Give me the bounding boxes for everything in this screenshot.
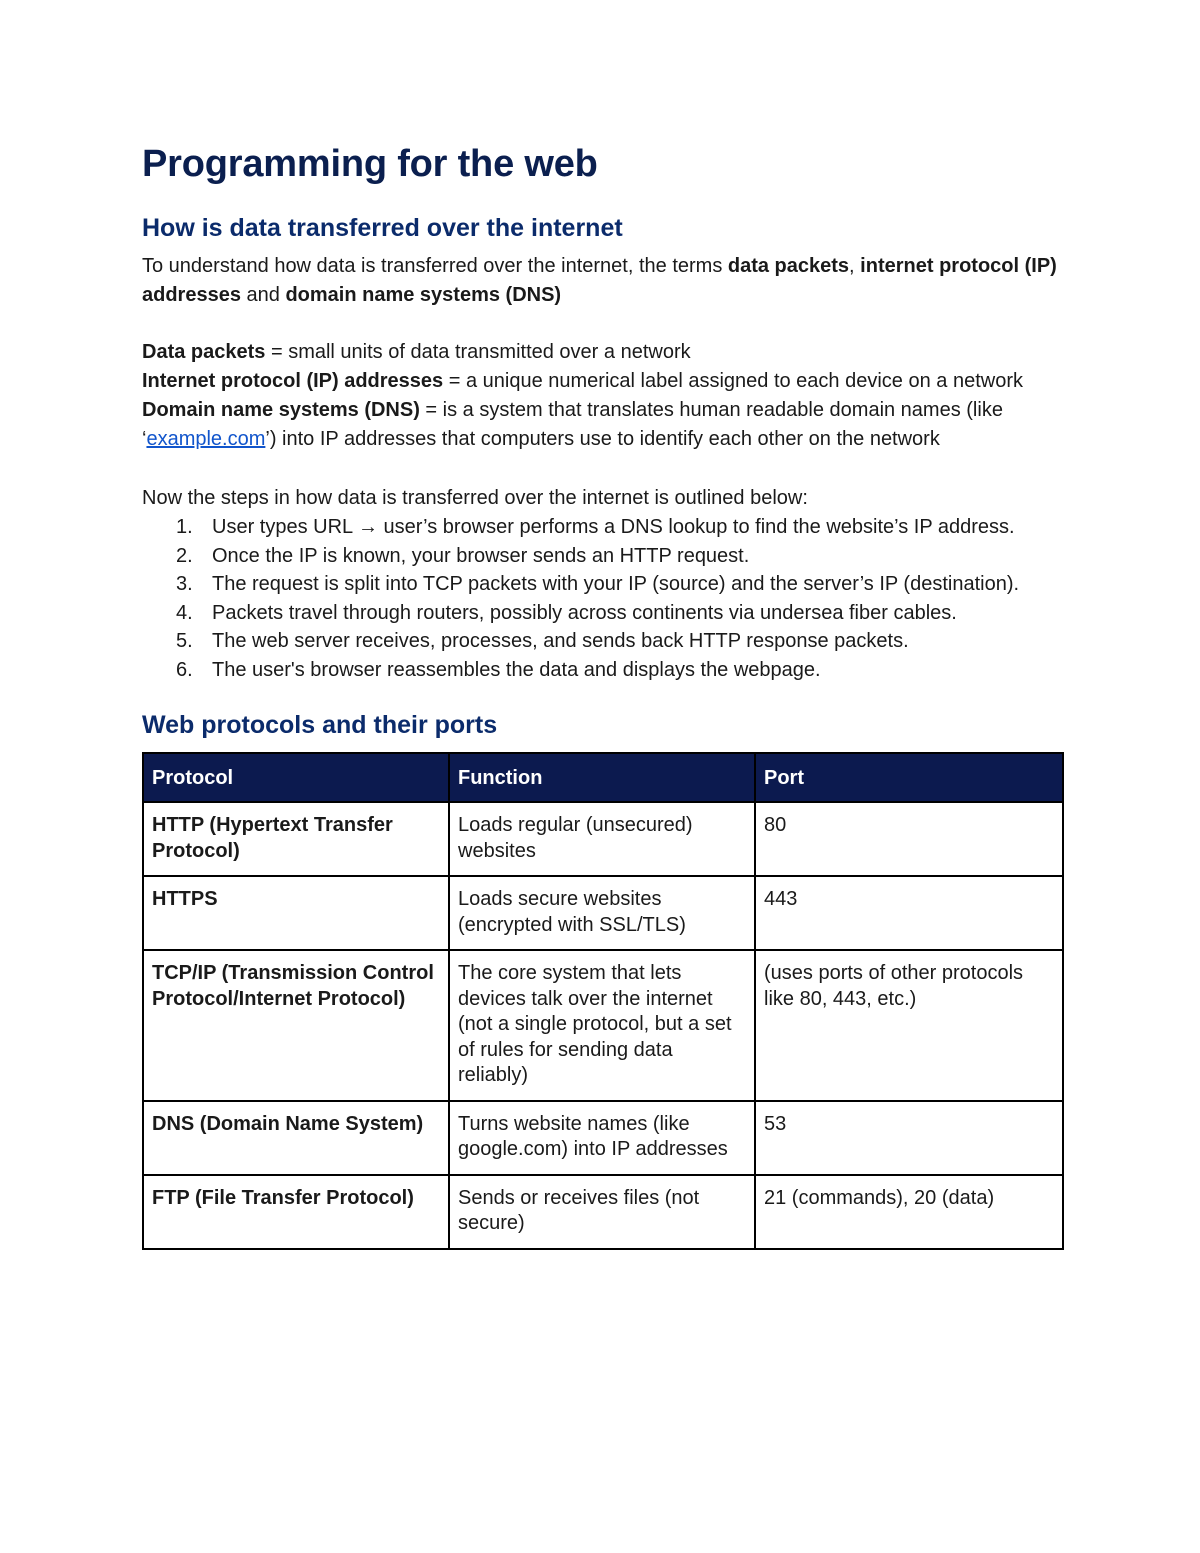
cell-protocol: HTTP (Hypertext Transfer Protocol) <box>143 802 449 876</box>
list-item <box>142 570 1062 599</box>
list-text: Once the IP is known, your browser sends an HTTP request. <box>212 544 750 567</box>
list-number: 1. <box>176 516 193 538</box>
steps-intro: Now the steps in how data is transferred over the internet is outlined below: <box>142 487 808 509</box>
intro-paragraph <box>142 252 1062 310</box>
document-page <box>142 140 1062 1250</box>
section-heading-data-transfer: How is data transferred over the internet <box>142 214 623 242</box>
column-header-port: Port <box>755 753 1063 803</box>
cell-protocol: DNS (Domain Name System) <box>143 1101 449 1175</box>
cell-port: 80 <box>755 802 1063 876</box>
protocols-table <box>142 752 1064 1250</box>
list-text: The user's browser reassembles the data and displays the webpage. <box>212 658 821 681</box>
list-item <box>142 513 1062 542</box>
example-com-link[interactable]: example.com <box>146 428 266 450</box>
cell-function: The core system that lets devices talk over the internet (not a single protocol, but a set of rules for sending data reliably) <box>449 950 755 1101</box>
term-dns: domain name systems (DNS) <box>285 284 562 306</box>
column-header-protocol: Protocol <box>143 753 449 803</box>
section-heading-protocols: Web protocols and their ports <box>142 710 498 739</box>
definition-data-packets <box>142 338 1062 367</box>
list-number: 5. <box>176 630 193 653</box>
definition-text-after: ’) into IP addresses that computers use to identify each other on the network <box>265 428 940 450</box>
table-row <box>143 802 1063 876</box>
table-row <box>143 876 1063 950</box>
intro-prefix: To understand how data is transferred over the internet, the terms <box>142 255 728 277</box>
table-row <box>143 950 1063 1101</box>
list-number: 2. <box>176 544 193 567</box>
list-text: User types URL → user’s browser performs a DNS lookup to find the website’s IP address. <box>212 516 1015 538</box>
steps-list <box>142 513 1062 685</box>
list-text: The web server receives, processes, and sends back HTTP response packets. <box>212 630 909 653</box>
cell-function: Loads regular (unsecured) websites <box>449 802 755 876</box>
list-number: 6. <box>176 658 193 681</box>
list-number: 4. <box>176 601 193 624</box>
intro-sep2: and <box>240 284 286 306</box>
list-item <box>142 656 1062 685</box>
definition-term: Domain name systems (DNS) <box>142 399 420 421</box>
definition-term: Data packets <box>142 341 266 363</box>
cell-protocol: FTP (File Transfer Protocol) <box>143 1175 449 1249</box>
intro-sep1: , <box>849 255 861 277</box>
cell-port: 53 <box>755 1101 1063 1175</box>
list-item <box>142 627 1062 656</box>
list-item <box>142 599 1062 628</box>
page-title: Programming for the web <box>142 143 598 185</box>
term-ip-addresses: internet protocol (IP) addresses <box>142 255 1057 306</box>
term-data-packets: data packets <box>727 255 850 277</box>
definition-term: Internet protocol (IP) addresses <box>142 370 444 392</box>
cell-function: Sends or receives files (not secure) <box>449 1175 755 1249</box>
table-header-row <box>143 753 1063 803</box>
list-text: Packets travel through routers, possibly across continents via undersea fiber cables. <box>212 601 957 624</box>
definition-dns <box>142 396 1062 454</box>
definitions-block <box>142 338 1062 454</box>
cell-function: Turns website names (like google.com) into IP addresses <box>449 1101 755 1175</box>
list-item <box>142 542 1062 571</box>
cell-protocol: TCP/IP (Transmission Control Protocol/Internet Protocol) <box>143 950 449 1101</box>
definition-text-before: = is a system that translates human readable domain names (like ‘ <box>142 399 1003 450</box>
table-row <box>143 1101 1063 1175</box>
definition-text: = small units of data transmitted over a network <box>265 341 691 363</box>
cell-port: (uses ports of other protocols like 80, 443, etc.) <box>755 950 1063 1101</box>
cell-port: 21 (commands), 20 (data) <box>755 1175 1063 1249</box>
cell-port: 443 <box>755 876 1063 950</box>
column-header-function: Function <box>449 753 755 803</box>
cell-protocol: HTTPS <box>143 876 449 950</box>
list-number: 3. <box>176 573 193 596</box>
definition-text: = a unique numerical label assigned to each device on a network <box>443 370 1023 392</box>
cell-function: Loads secure websites (encrypted with SSL/TLS) <box>449 876 755 950</box>
table-row <box>143 1175 1063 1249</box>
definition-ip-addresses <box>142 367 1062 396</box>
list-text: The request is split into TCP packets with your IP (source) and the server’s IP (destination). <box>212 573 1020 596</box>
